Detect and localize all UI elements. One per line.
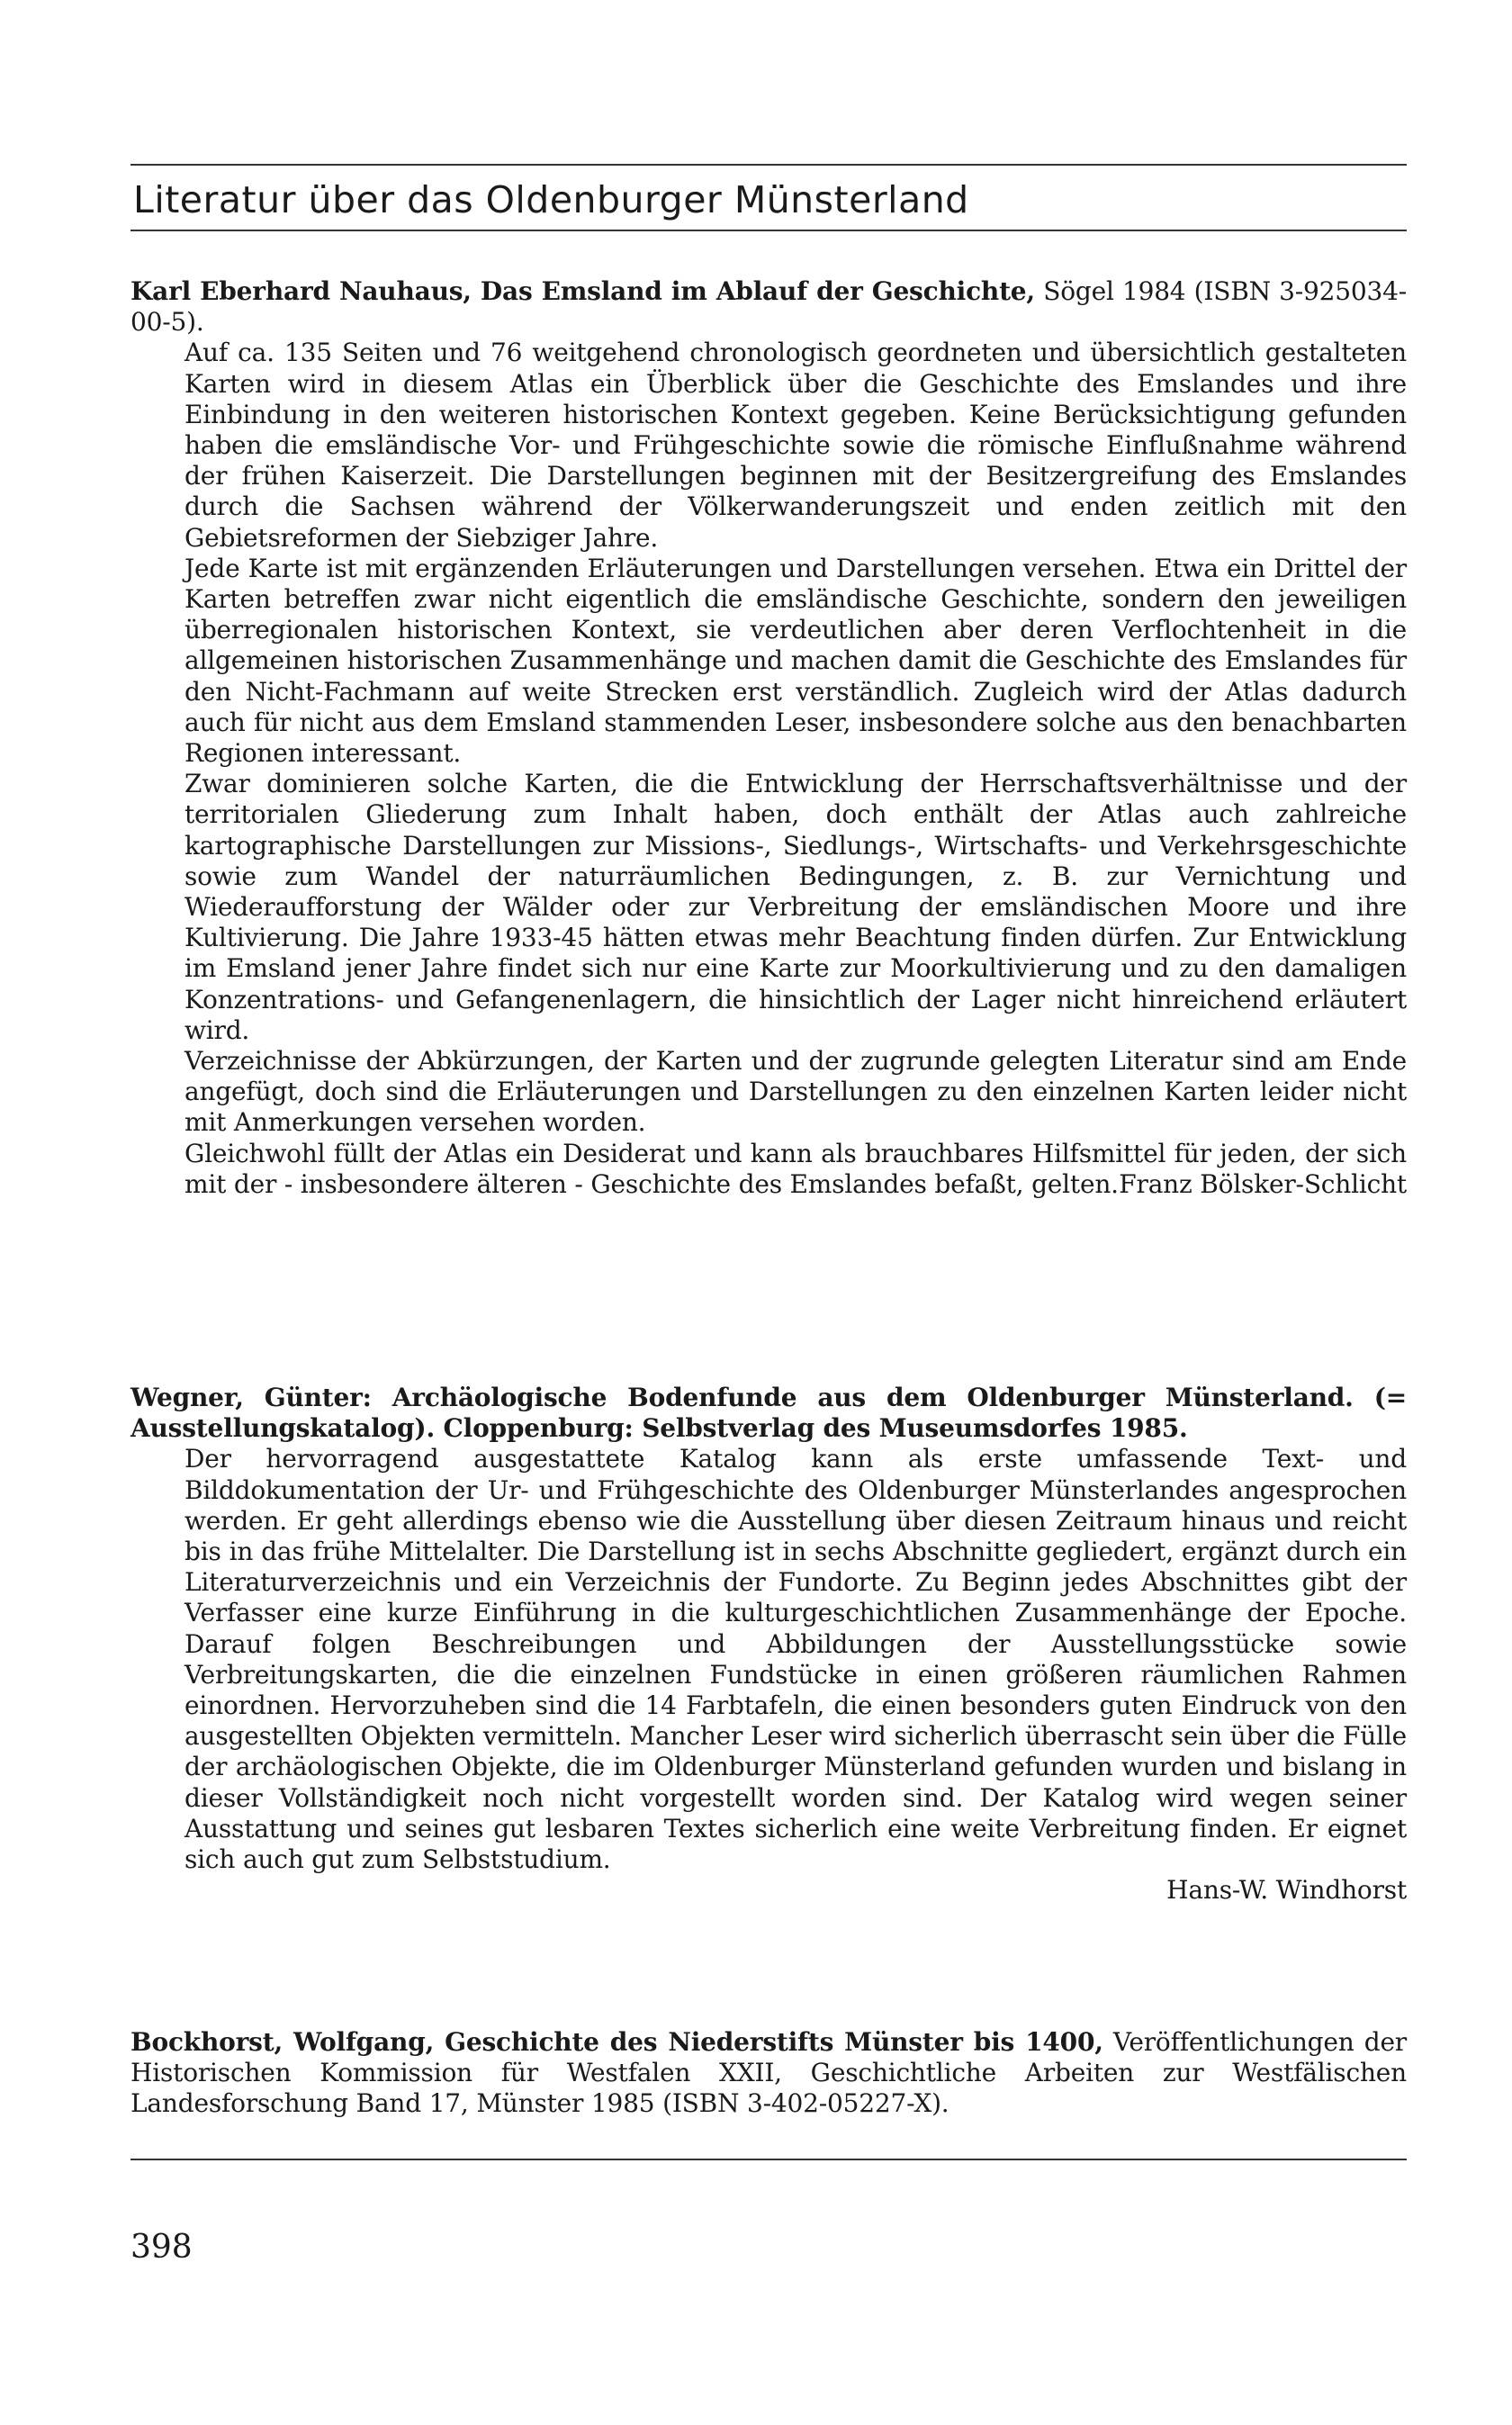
review-paragraph: Verzeichnisse der Abkürzungen, der Karten und der zugrunde gelegten Literatur sind am Ende angefügt, doch sind die Erläuterungen und Darstellungen zu den einzelnen Karten leider nicht mit Anmerkungen versehen worden. — [184, 1046, 1407, 1138]
page-number: 398 — [130, 2229, 193, 2266]
review-citation — [130, 276, 1407, 338]
citation-title: Karl Eberhard Nauhaus, Das Emsland im Ablauf der Geschichte, — [130, 276, 1035, 306]
citation-details: Sögel 1984 (ISBN 3-925034-00-5). — [130, 276, 1407, 338]
review-paragraph-text: Gleichwohl füllt der Atlas ein Desiderat und kann als brauchbares Hilfsmittel für jeden, der sich mit der - insbesondere älteren - Geschichte des Emslandes befaßt, gelten. — [184, 1138, 1407, 1199]
review-bockhorst — [130, 2027, 1407, 2120]
review-wegner — [130, 1383, 1407, 1906]
review-paragraph: Jede Karte ist mit ergänzenden Erläuterungen und Darstellungen versehen. Etwa ein Drittel der Karten betreffen zwar nicht eigentlich die emsländische Geschichte, sondern den jeweiligen überregionalen historischen Kontext, sie verdeutlichen aber deren Verflochtenheit in die allgemeinen historischen Zusammenhänge und machen damit die Geschichte des Emslandes für den Nicht-Fachmann auf weite Strecken erst verständlich. Zugleich wird der Atlas dadurch auch für nicht aus dem Emsland stammenden Leser, insbesondere solche aus den benachbarten Regionen interessant. — [184, 553, 1407, 769]
review-paragraph: Auf ca. 135 Seiten und 76 weitgehend chronologisch geordneten und übersichtlich gestalteten Karten wird in diesem Atlas ein Überblick über die Geschichte des Emslandes und ihre Einbindung in den weiteren historischen Kontext gegeben. Keine Berücksichtigung gefunden haben die emsländische Vor- und Frühgeschichte sowie die römische Einflußnahme während der frühen Kaiserzeit. Die Darstellungen beginnen mit der Besitzergreifung des Emslandes durch die Sachsen während der Völkerwanderungszeit und enden zeitlich mit den Gebietsreformen der Siebziger Jahre. — [184, 338, 1407, 553]
review-nauhaus — [130, 276, 1407, 1200]
citation-details: Veröffentlichungen der Historischen Kommission für Westfalen XXII, Geschichtliche Arbeiten zur Westfälischen Landesforschung Band 17, Münster 1985 (ISBN 3-402-05227-X). — [130, 2027, 1407, 2119]
review-citation — [130, 2027, 1407, 2120]
reviewer-signature: Franz Bölsker-Schlicht — [1119, 1168, 1407, 1199]
running-head: Literatur über das Oldenburger Münsterland — [133, 178, 969, 221]
bottom-rule — [130, 2159, 1407, 2160]
reviewer-signature: Hans-W. Windhorst — [1166, 1875, 1407, 1906]
review-paragraph: Zwar dominieren solche Karten, die die Entwicklung der Herrschaftsverhältnisse und der territorialen Gliederung zum Inhalt haben, doch enthält der Atlas auch zahlreiche kartographische Darstellungen zur Missions-, Siedlungs-, Wirtschafts- und Verkehrsgeschichte sowie zum Wandel der naturräumlichen Bedingungen, z. B. zur Vernichtung und Wiederaufforstung der Wälder oder zur Verbreitung der emsländischen Moore und ihre Kultivierung. Die Jahre 1933-45 hätten etwas mehr Beachtung finden dürfen. Zur Entwicklung im Emsland jener Jahre findet sich nur eine Karte zur Moorkultivierung und zu den damaligen Konzentrations- und Gefangenenlagern, die hinsichtlich der Lager nicht hinreichend erläutert wird. — [184, 769, 1407, 1045]
head-rule — [130, 230, 1407, 231]
review-paragraph: Der hervorragend ausgestattete Katalog kann als erste umfassende Text- und Bilddokumentation der Ur- und Frühgeschichte des Oldenburger Münsterlandes angesprochen werden. Er geht allerdings ebenso wie die Ausstellung über diesen Zeitraum hinaus und reicht bis in das frühe Mittelalter. Die Darstellung ist in sechs Abschnitte gegliedert, ergänzt durch ein Literaturverzeichnis und ein Verzeichnis der Fundorte. Zu Beginn jedes Abschnittes gibt der Verfasser eine kurze Einführung in die kulturgeschichtlichen Zusammenhänge der Epoche. Darauf folgen Beschreibungen und Abbildungen der Ausstellungsstücke sowie Verbreitungskarten, die die einzelnen Fundstücke in einen größeren räumlichen Rahmen einordnen. Hervorzuheben sind die 14 Farbtafeln, die einen besonders guten Eindruck von den ausgestellten Objekten vermitteln. Mancher Leser wird sicherlich überrascht sein über die Fülle der archäologischen Objekte, die im Oldenburger Münsterland gefunden wurden und bislang in dieser Vollständigkeit noch nicht vorgestellt worden sind. Der Katalog wird wegen seiner Ausstattung und seines gut lesbaren Textes sicherlich eine weite Verbreitung finden. Er eignet sich auch gut zum Selbststudium. — [184, 1444, 1407, 1875]
citation-title: Wegner, Günter: Archäologische Bodenfunde aus dem Oldenburger Münsterland. (= Ausstellungskatalog). Cloppenburg: Selbstverlag des Museumsdorfes 1985. — [130, 1383, 1407, 1444]
citation-title: Bockhorst, Wolfgang, Geschichte des Niederstifts Münster bis 1400, — [130, 2027, 1103, 2057]
top-rule — [130, 164, 1407, 166]
review-citation — [130, 1383, 1407, 1444]
review-paragraph-last — [184, 1139, 1407, 1200]
